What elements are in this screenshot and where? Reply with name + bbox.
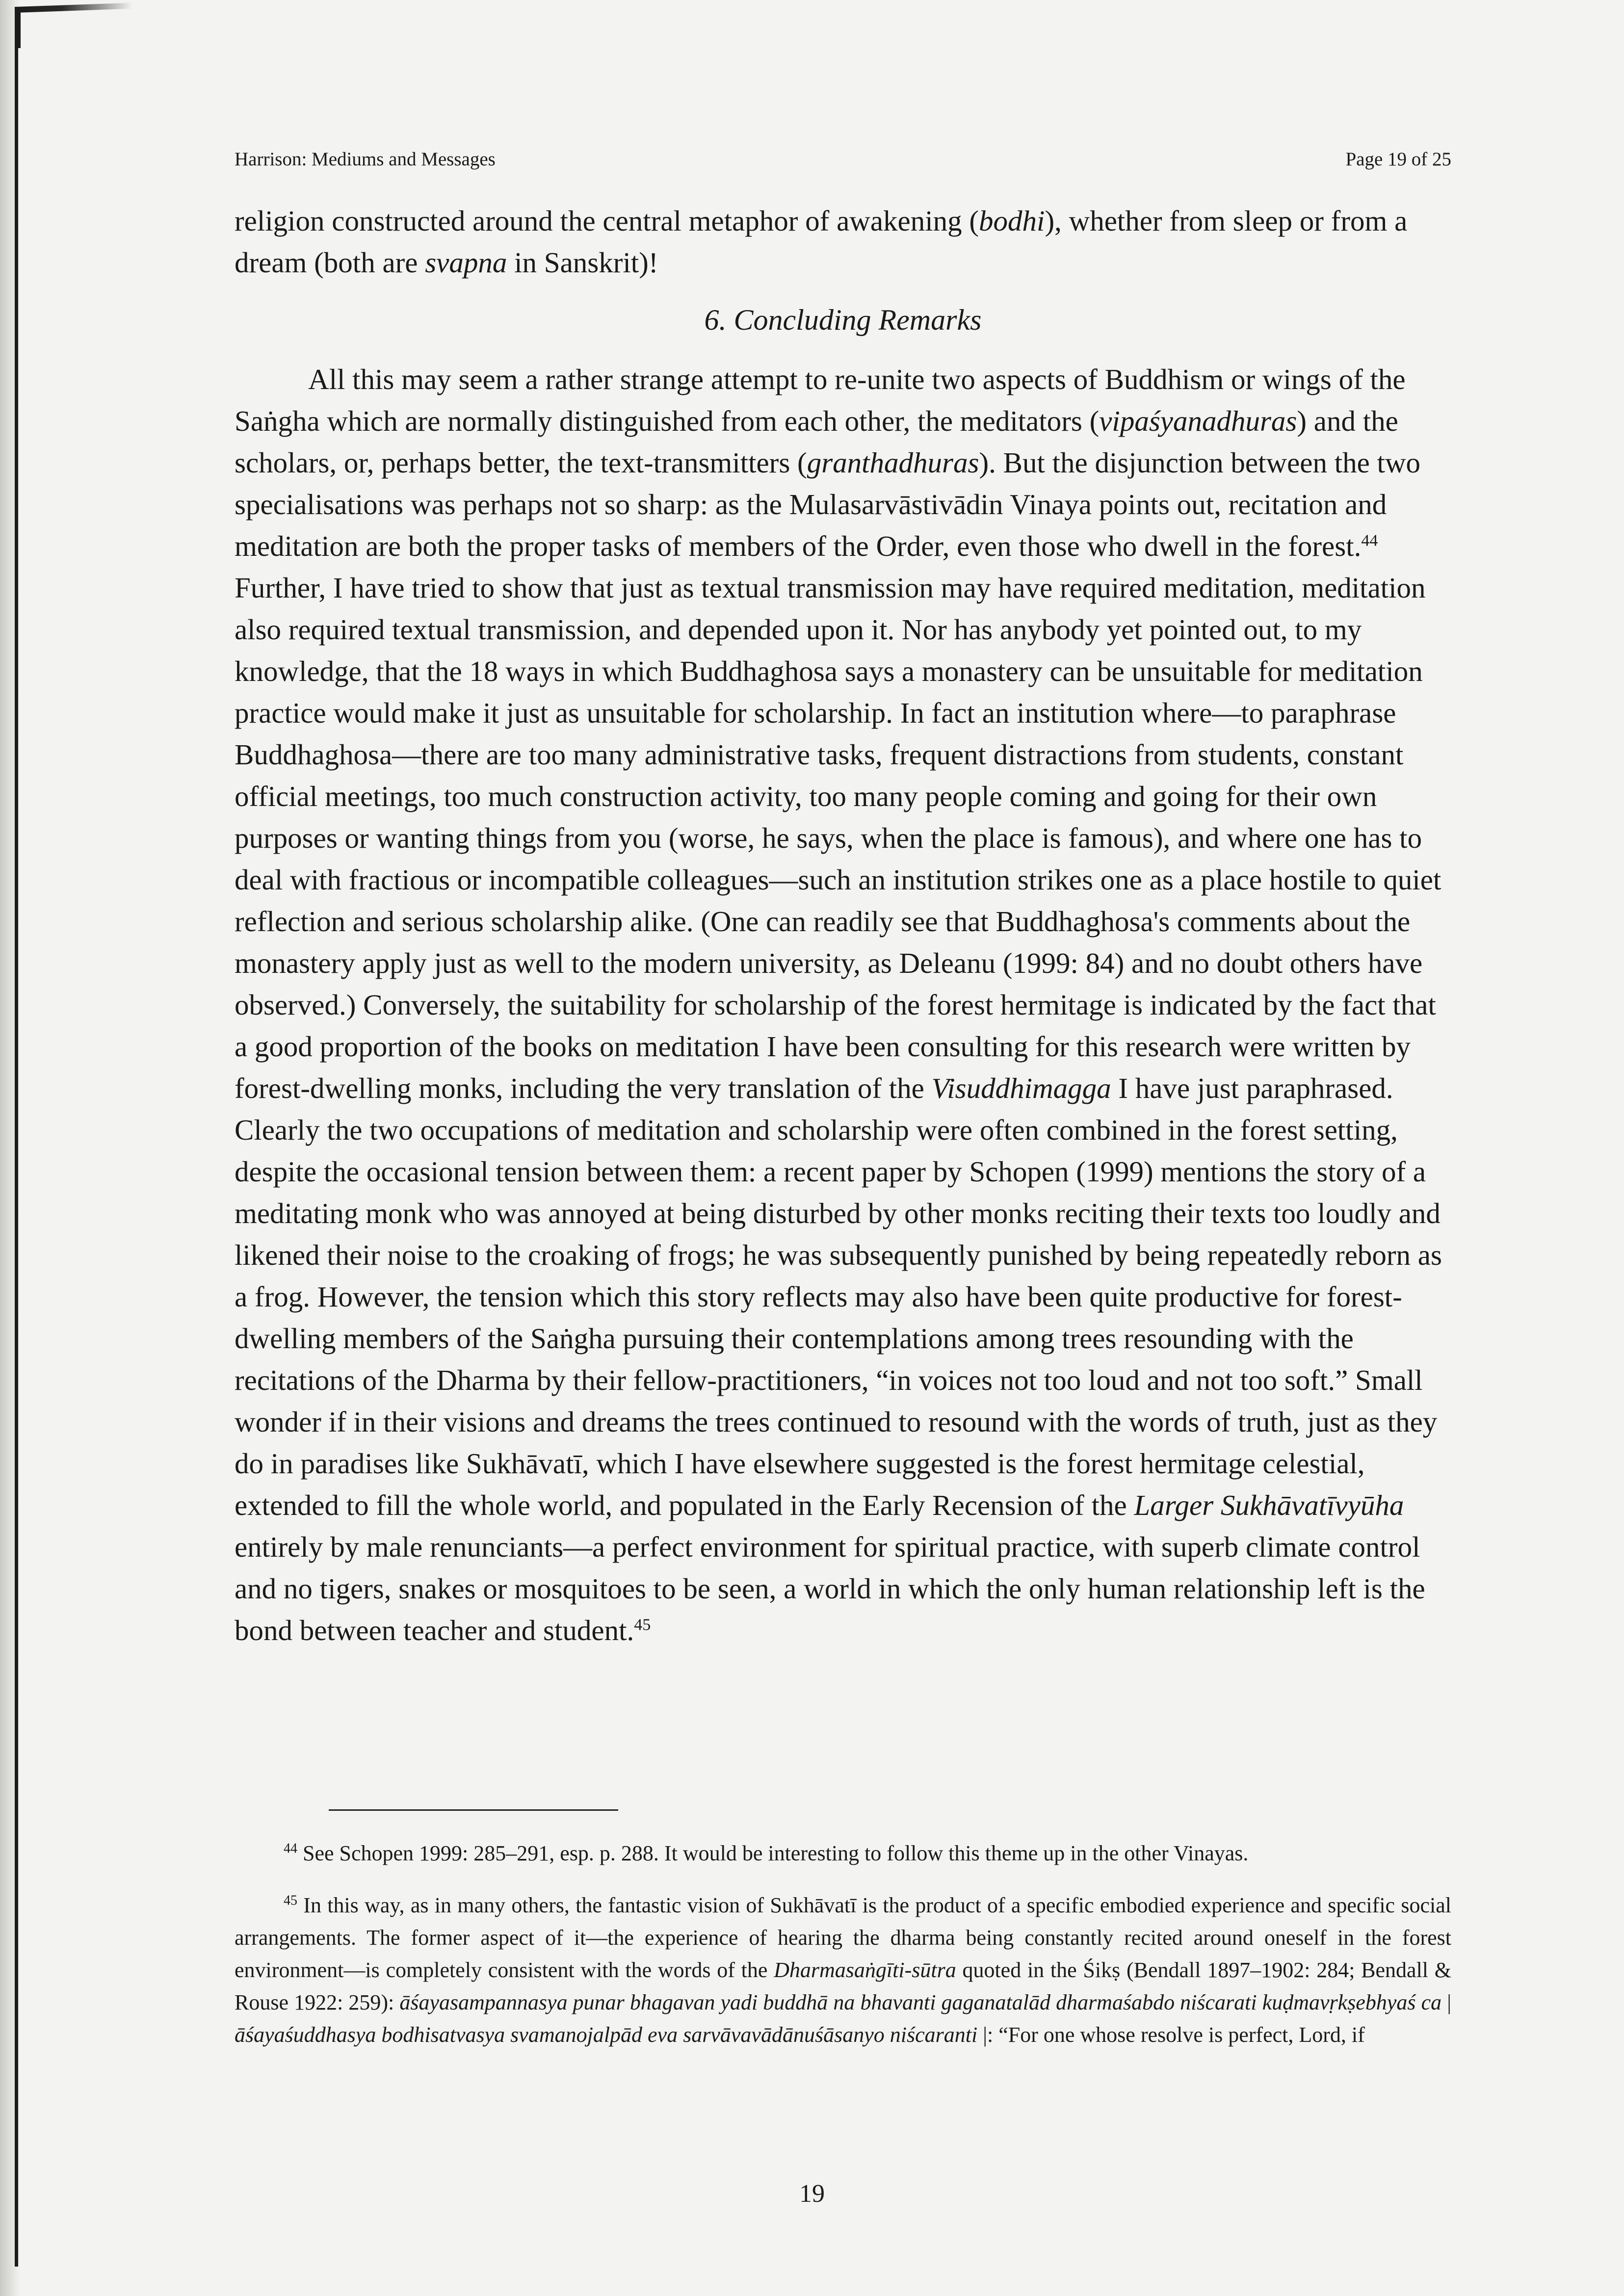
italic-term: granthadhuras [807, 446, 979, 479]
text-run: entirely by male renunciants—a perfect environment for spiritual practice, with superb climate control and no tigers, snakes or mosquitoes to be seen, a world in which the only human relationship left is the bond between teacher and student. [235, 1531, 1425, 1646]
scan-corner-mark [15, 3, 132, 13]
footnote-ref-44[interactable]: 44 [1361, 531, 1378, 550]
section-heading: 6. Concluding Remarks [704, 304, 982, 336]
text-run: ) and the scholars, or, perhaps better, the text-transmitters ( [235, 405, 1398, 479]
footnote-ref-45[interactable]: 45 [634, 1616, 651, 1634]
italic-quote: āśayasampannasya punar bhagavan yadi buddhā na bhavanti gaganatalād dharmaśabdo niścarati kuḍmavṛkṣebhyaś ca [399, 1990, 1442, 2014]
italic-title: Larger Sukhāvatīvyūha [1134, 1489, 1404, 1521]
text-run: religion constructed around the central metaphor of awakening ( [235, 205, 979, 237]
running-head [235, 148, 1451, 178]
text-run: I have just paraphrased. Clearly the two occupations of meditation and scholarship were often combined in the forest setting, despite the occasional tension between them: a recent paper by Schopen (1999) mentions the story of a meditating monk who was annoyed at being disturbed by other monks reciting their texts too loudly and likened their noise to the croaking of frogs; he was subsequently punished by being repeatedly reborn as a frog. However, the tension which this story reflects may also have been quite productive for forest-dwelling members of the Saṅgha pursuing their contemplations among trees resounding with the recitations of the Dharma by their fellow-practitioners, “in voices not too loud and not too soft.” Small wonder if in their visions and dreams the trees continued to resound with the words of truth, just as they do in paradises like Sukhāvatī, which I have elsewhere suggested is the forest hermitage celestial, extended to fill the whole world, and populated in the Early Recension of the [235, 1072, 1442, 1521]
footnote-text: | [1441, 1990, 1452, 2014]
running-head-title: Harrison: Mediums and Messages [235, 149, 496, 170]
footnote-number: 45 [284, 1893, 297, 1908]
footnote-text: quoted in the Śikṣ (Bendall 1897–1902: 284; Bendall & Rouse 1922: 259): [235, 1958, 1451, 2014]
body-paragraph [235, 359, 1451, 1651]
footnote-number: 44 [284, 1841, 297, 1856]
text-run: All this may seem a rather strange attempt to re-unite two aspects of Buddhism or wings of the Saṅgha which are normally distinguished from each other, the meditators ( [235, 363, 1406, 437]
italic-term: bodhi [979, 205, 1045, 237]
running-head-page: Page 19 of 25 [1345, 149, 1451, 170]
text-run: Further, I have tried to show that just as textual transmission may have required meditation, meditation also required textual transmission, and depended upon it. Nor has anybody yet pointed out, to my knowledge, that the 18 ways in which Buddhaghosa says a monastery can be unsuitable for meditation practice would make it just as unsuitable for scholarship. In fact an institution where—to paraphrase Buddhaghosa—there are too many administrative tasks, frequent distractions from students, constant official meetings, too much construction activity, too many people coming and going for their own purposes or wanting things from you (worse, he says, when the place is famous), and where one has to deal with fractious or incompatible colleagues—such an institution strikes one as a place hostile to quiet reflection and serious scholarship alike. (One can readily see that Buddhaghosa's comments about the monastery apply just as well to the modern university, as Deleanu (1999: 84) and no doubt others have observed.) Conversely, the suitability for scholarship of the forest hermitage is indicated by the fact that a good proportion of the books on meditation I have been consulting for this research were written by forest-dwelling monks, including the very translation of the [235, 572, 1441, 1104]
footnote-text: See Schopen 1999: 285–291, esp. p. 288. It would be interesting to follow this theme up in the other Vinayas. [297, 1841, 1249, 1865]
text-run: ). But the disjunction between the two specialisations was perhaps not so sharp: as the Mulasarvāstivādin Vinaya points out, recitation and meditation are both the proper tasks of members of the Order, even those who dwell in the forest. [235, 446, 1421, 562]
continuation-paragraph [235, 200, 1451, 284]
italic-term: vipaśyanadhuras [1099, 405, 1297, 437]
footnotes [235, 1837, 1451, 2071]
main-text [235, 200, 1451, 1651]
footnote-separator [329, 1809, 618, 1811]
italic-title: Visuddhimagga [931, 1072, 1111, 1104]
footnote-text: In this way, as in many others, the fantastic vision of Sukhāvatī is the product of a specific embodied experience and specific social arrangements. The former aspect of it—the experience of hearing the dharma being constantly recited around oneself in the forest environment—is completely consistent with the words of the [235, 1893, 1451, 1982]
footnote-44 [235, 1837, 1451, 1870]
page-number: 19 [799, 2180, 825, 2208]
scan-edge-line [15, 29, 18, 2267]
text-run: in Sanskrit)! [507, 246, 658, 279]
text-run: ), whether from sleep or from a dream (both are [235, 205, 1408, 279]
footnote-text: |: “For one whose resolve is perfect, Lord, if [977, 2023, 1365, 2047]
italic-title: Dharmasaṅgīti-sūtra [774, 1958, 956, 1982]
italic-quote: āśayaśuddhasya bodhisatvasya svamanojalpād eva sarvāvavādānuśāsanyo niścaranti [235, 2023, 978, 2047]
italic-term: svapna [425, 246, 507, 279]
scan-corner-stub [15, 9, 21, 48]
footnote-45 [235, 1889, 1451, 2051]
